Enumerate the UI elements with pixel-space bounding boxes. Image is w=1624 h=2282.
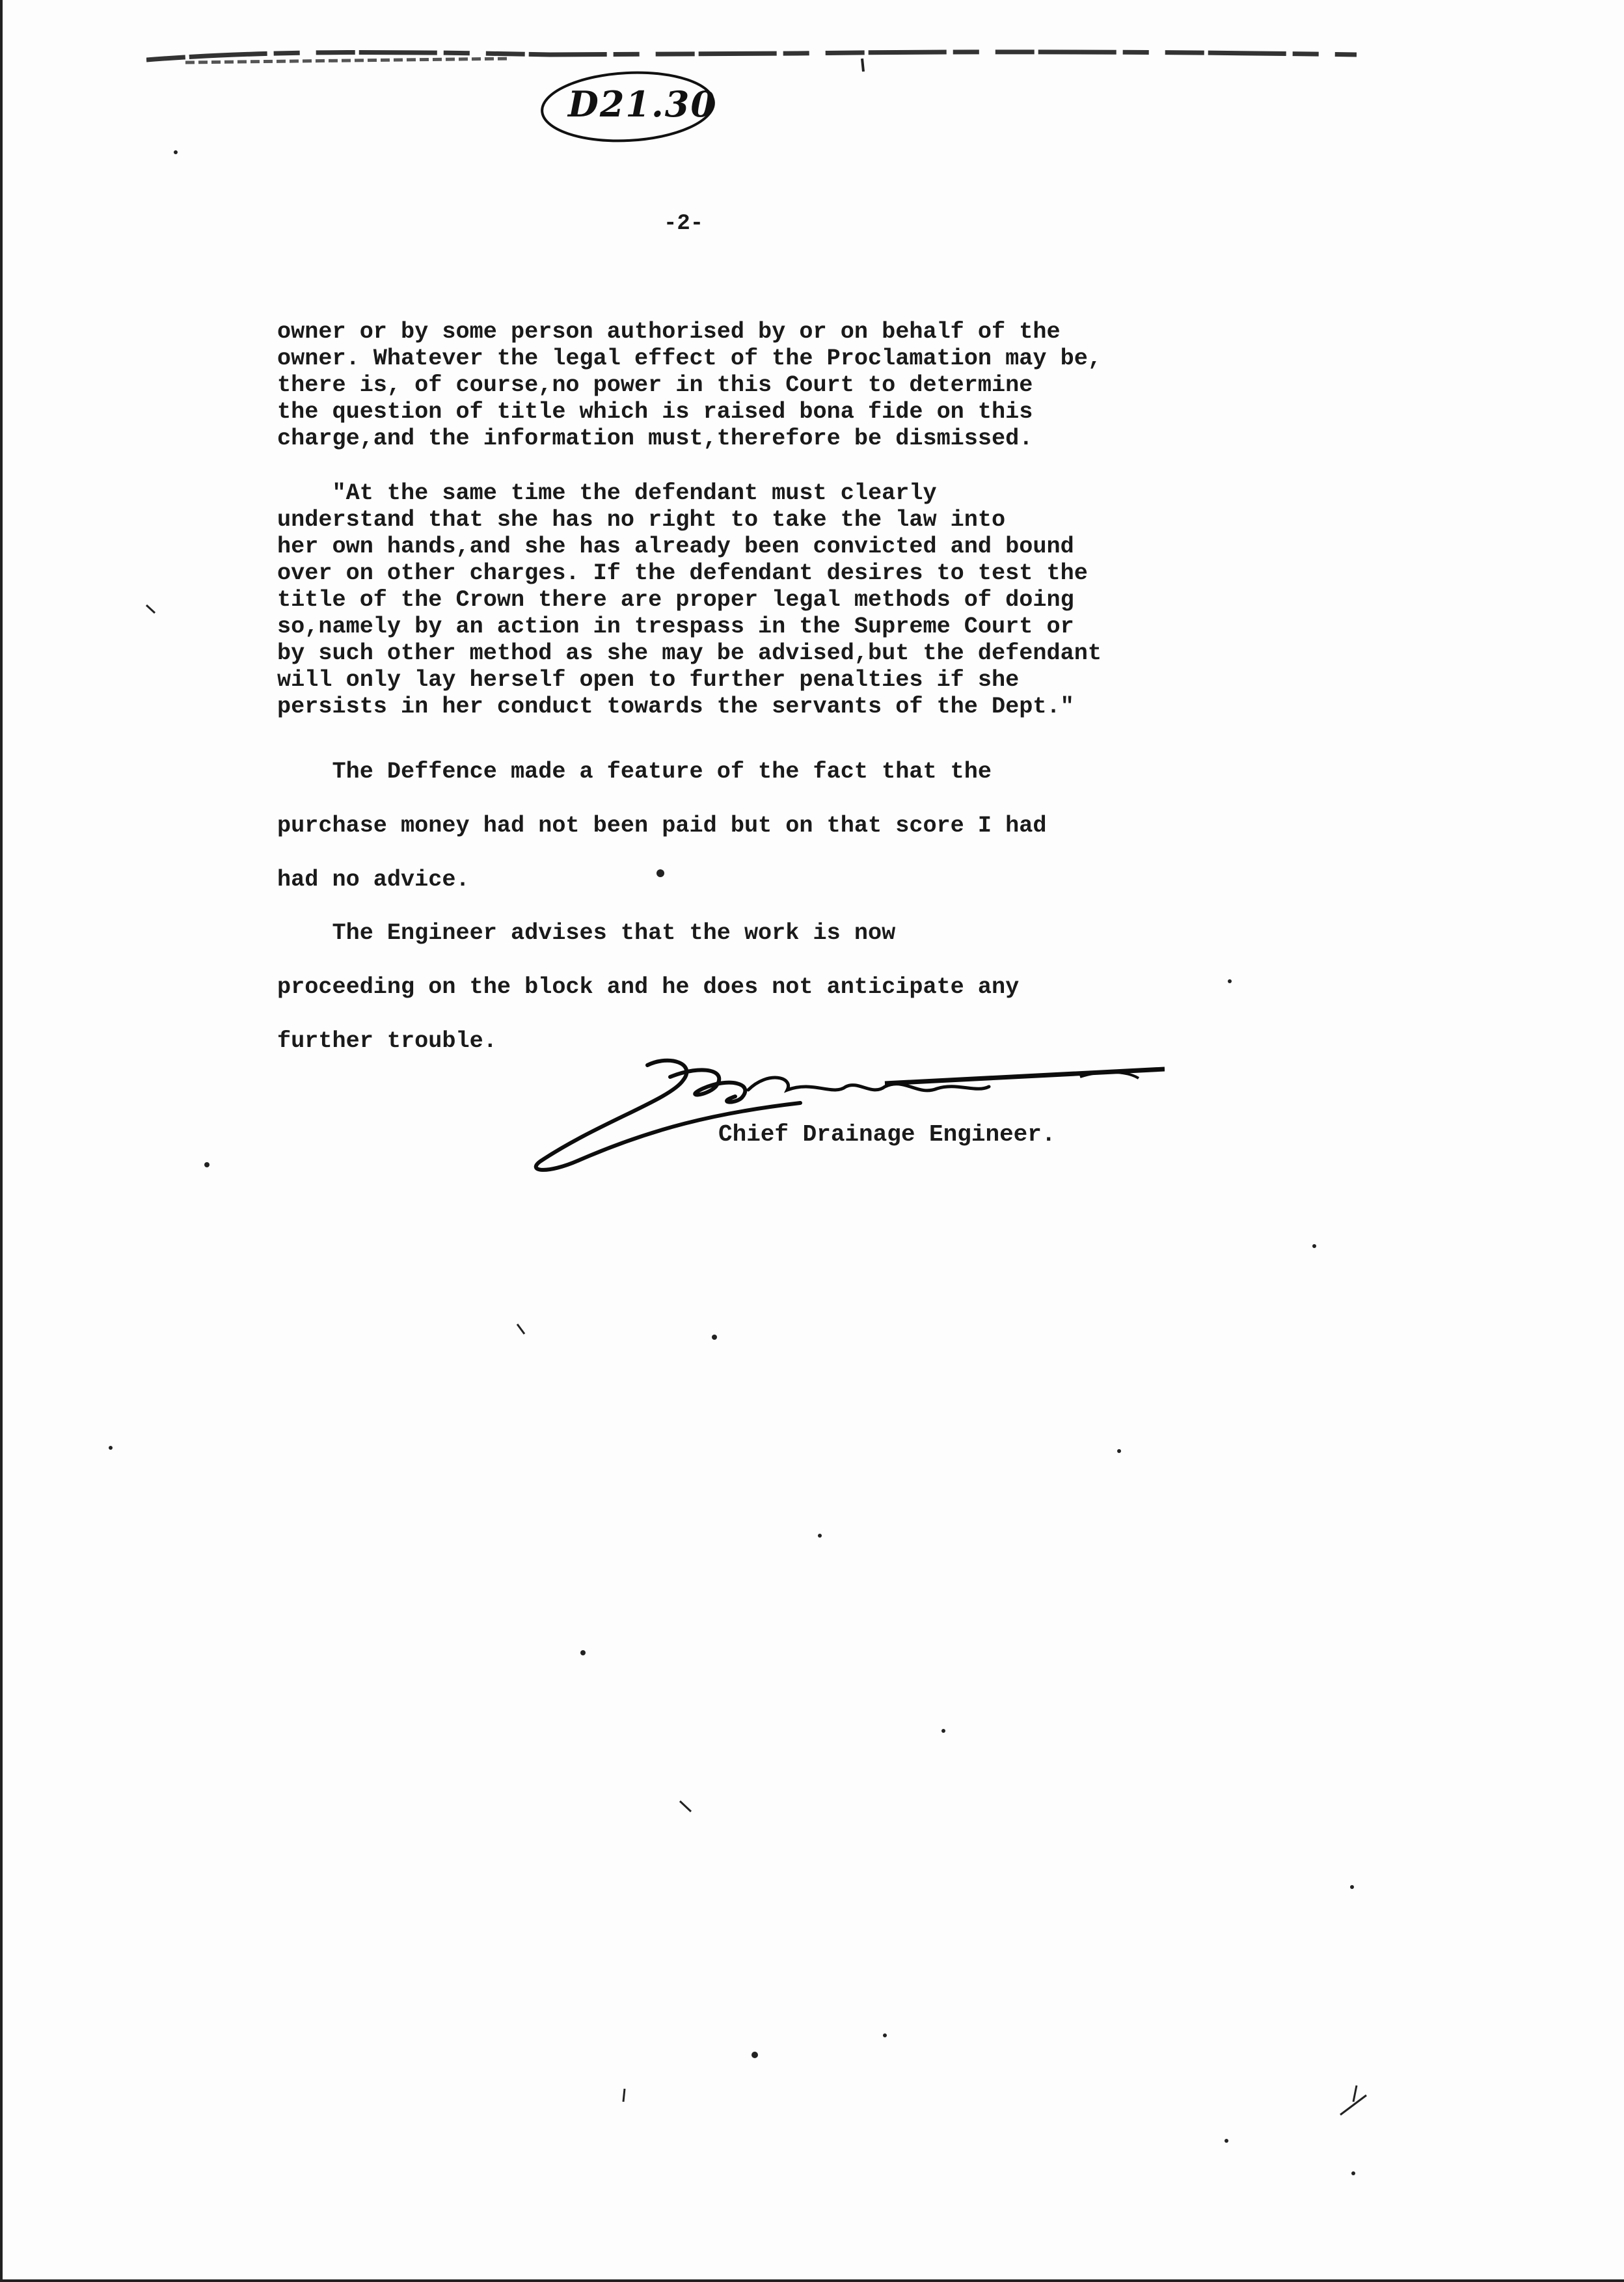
paragraph-4: The Engineer advises that the work is now proceeding on the block and he does not anticipate any further trouble.	[277, 920, 1020, 1054]
paragraph-3: The Deffence made a feature of the fact that the purchase money had not been paid but on that score I had had no advice.	[277, 759, 1047, 893]
paragraph-1: owner or by some person authorised by or on behalf of the owner. Whatever the legal effect of the Proclamation may be, there is, of course,no power in this Court to determine the question of title which is raised bona fide on this charge,and the information must,therefore be dismissed.	[277, 319, 1102, 452]
page-number: -2-	[664, 211, 704, 236]
signatory-title: Chief Drainage Engineer.	[718, 1121, 1056, 1148]
reference-stamp-text: D21.30	[568, 83, 716, 125]
paragraph-2-quotation: "At the same time the defendant must clearly understand that she has no right to take the law into her own hands,and she has already been convicted and bound over on other charges. If the defendant desires to test the title of the Crown there are proper legal methods of doing so,namely by an action in trespass in the Supreme Court or by such other method as she may be advised,but the defendant will only lay herself open to further penalties if she persists in her conduct towards the servants of the Dept."	[277, 480, 1102, 720]
